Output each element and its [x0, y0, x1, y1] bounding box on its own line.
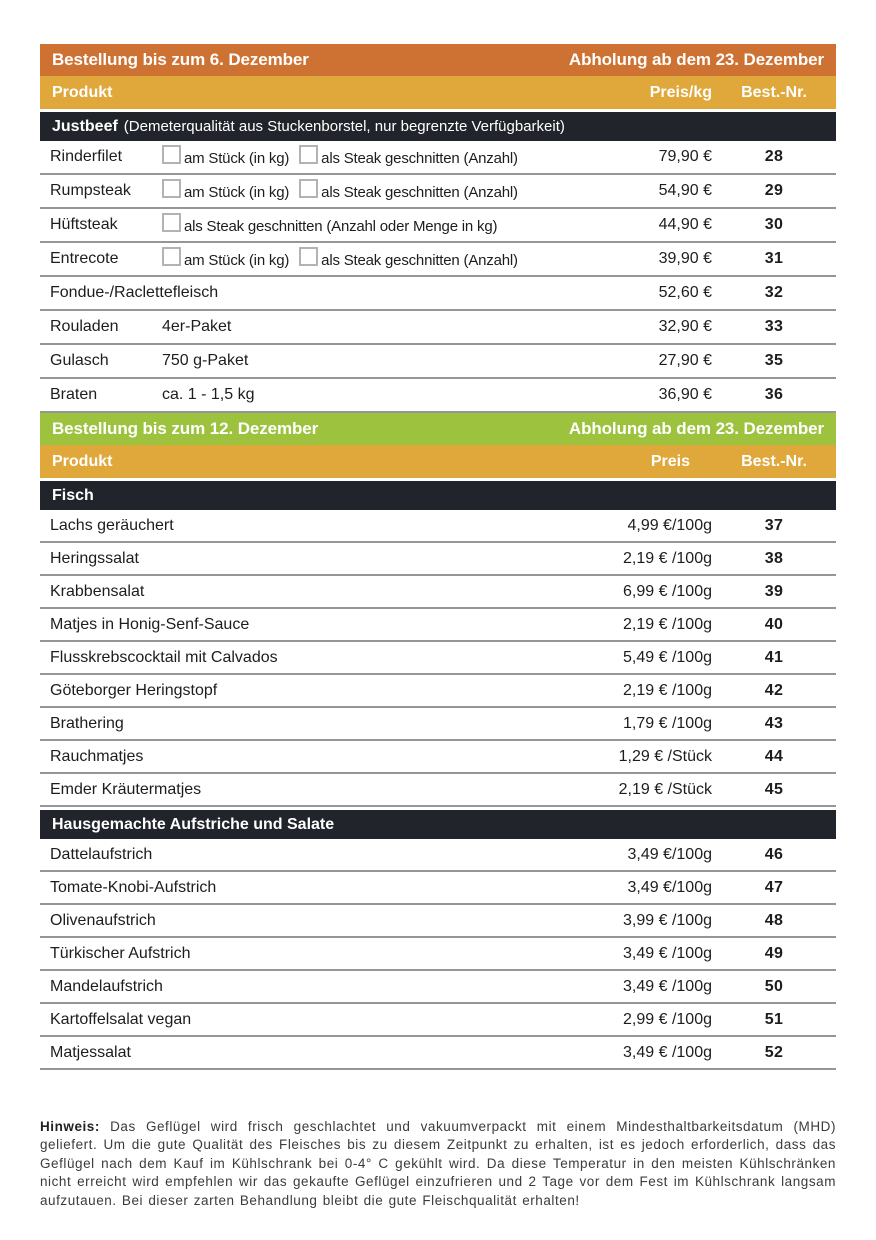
product-name: Rumpsteak [50, 182, 131, 199]
price: 3,99 € /100g [623, 911, 712, 929]
product-name: Braten [50, 386, 98, 403]
order-number: 38 [764, 549, 784, 567]
price: 39,90 € [658, 250, 712, 267]
option-am-stueck [162, 250, 289, 269]
product-name: Tomate-Knobi-Aufstrich [50, 878, 217, 896]
section-subtitle: (Demeterqualität aus Stuckenborstel, nur begrenzte Verfügbarkeit) [123, 118, 565, 135]
product-row-matjes-honig-senf [40, 609, 836, 642]
option-als-steak [299, 250, 518, 269]
order-number: 49 [764, 944, 784, 962]
order-number: 28 [764, 148, 784, 165]
section-title: Justbeef [52, 117, 118, 135]
product-row-fondue [40, 277, 836, 311]
price: 32,90 € [658, 318, 712, 335]
order-form [40, 44, 836, 1070]
order-number: 30 [764, 216, 784, 233]
product-name: Flusskrebscocktail mit Calvados [50, 648, 278, 666]
col-preis: Preis [650, 452, 690, 470]
product-row-hueftsteak [40, 209, 836, 243]
price: 54,90 € [658, 182, 712, 199]
product-row-heringssalat [40, 543, 836, 576]
option-label: als Steak geschnitten (Anzahl) [321, 183, 518, 201]
order-number: 39 [764, 582, 784, 600]
order-number: 32 [764, 284, 784, 301]
price: 27,90 € [658, 352, 712, 369]
price: 1,29 € /Stück [618, 747, 712, 765]
col-preis-kg: Preis/kg [649, 83, 712, 101]
option-label: am Stück (in kg) [184, 149, 290, 167]
product-name: Krabbensalat [50, 582, 145, 600]
order-number: 37 [764, 516, 784, 534]
product-name: Mandelaufstrich [50, 977, 163, 995]
price: 2,19 € /100g [623, 549, 712, 567]
order-number: 46 [764, 845, 784, 863]
price: 3,49 € /100g [623, 944, 712, 962]
price: 52,60 € [658, 284, 712, 301]
product-row-tuerkischer-aufstrich [40, 938, 836, 971]
section-justbeef [40, 112, 836, 141]
order-number: 36 [764, 386, 784, 403]
product-row-brathering [40, 708, 836, 741]
checkbox[interactable] [299, 247, 318, 266]
product-row-krabbensalat [40, 576, 836, 609]
product-name: Heringssalat [50, 549, 139, 567]
footer-note-label: Hinweis: [40, 1118, 100, 1134]
portion-note: ca. 1 - 1,5 kg [162, 386, 255, 403]
product-row-lachs [40, 510, 836, 543]
checkbox[interactable] [162, 213, 181, 232]
product-name: Rouladen [50, 318, 119, 335]
option-am-stueck [162, 182, 289, 201]
option-als-steak [299, 148, 518, 167]
price: 36,90 € [658, 386, 712, 403]
product-name: Matjes in Honig-Senf-Sauce [50, 615, 250, 633]
order-number: 44 [764, 747, 784, 765]
product-name: Gulasch [50, 352, 109, 369]
product-name: Göteborger Heringstopf [50, 681, 218, 699]
product-name: Rauchmatjes [50, 747, 144, 765]
col-produkt: Produkt [52, 83, 113, 101]
product-row-rauchmatjes [40, 741, 836, 774]
product-name: Lachs geräuchert [50, 516, 174, 534]
order-number: 35 [764, 352, 784, 369]
price: 6,99 € /100g [623, 582, 712, 600]
order-number: 51 [764, 1010, 784, 1028]
product-row-kartoffelsalat [40, 1004, 836, 1037]
col-produkt: Produkt [52, 452, 113, 470]
product-row-rinderfilet [40, 141, 836, 175]
option-label: am Stück (in kg) [184, 251, 290, 269]
price: 2,19 € /100g [623, 681, 712, 699]
product-row-heringstopf [40, 675, 836, 708]
product-row-braten [40, 379, 836, 413]
price: 79,90 € [658, 148, 712, 165]
option-label: als Steak geschnitten (Anzahl oder Menge in kg) [184, 217, 498, 235]
column-header-1 [40, 76, 836, 109]
price: 2,19 € /100g [623, 615, 712, 633]
product-row-matjessalat [40, 1037, 836, 1070]
footer-note-text: Das Geflügel wird frisch geschlachtet und vakuumverpackt mit einem Mindesthaltbarkeitsdatum (MHD) geliefert. Um die gute Qualität des Fleisches bis zu diesem Zeitpunkt zu erhalten, ist es jedoch erforderlich, dass das Geflügel nach dem Kauf im Kühlschrank bei 0-4° C gekühlt wird. Da diese Temperatur in den meisten Kühlschränken nicht erreicht wird empfehlen wir das gekaufte Geflügel einzufrieren und 2 Tage vor dem Fest im Kühlschrank langsam aufzutauen. Bei dieser zarten Behandlung bleibt die gute Fleischqualität erhalten! [40, 1118, 836, 1208]
banner-order-deadline-1 [40, 44, 836, 76]
price: 3,49 € /100g [623, 1043, 712, 1061]
option-label: als Steak geschnitten (Anzahl) [321, 251, 518, 269]
product-name: Kartoffelsalat vegan [50, 1010, 192, 1028]
product-name: Emder Kräutermatjes [50, 780, 202, 798]
price: 44,90 € [658, 216, 712, 233]
order-number: 48 [764, 911, 784, 929]
checkbox[interactable] [162, 179, 181, 198]
column-header-2 [40, 445, 836, 478]
option-am-stueck [162, 148, 289, 167]
order-number: 52 [764, 1043, 784, 1061]
order-number: 31 [764, 250, 784, 267]
section-fisch [40, 481, 836, 510]
product-name: Rinderfilet [50, 148, 123, 165]
portion-note: 750 g-Paket [162, 352, 249, 369]
price: 4,99 €/100g [627, 516, 712, 534]
checkbox[interactable] [162, 247, 181, 266]
price: 3,49 € /100g [623, 977, 712, 995]
footer-note [40, 1118, 836, 1211]
product-name: Olivenaufstrich [50, 911, 156, 929]
product-name: Brathering [50, 714, 124, 732]
checkbox[interactable] [162, 145, 181, 164]
product-name: Hüftsteak [50, 216, 118, 233]
checkbox[interactable] [299, 179, 318, 198]
banner-order-deadline-2 [40, 413, 836, 445]
price: 1,79 € /100g [623, 714, 712, 732]
col-bestnr: Best.-Nr. [741, 452, 807, 470]
banner-left-text: Bestellung bis zum 6. Dezember [52, 50, 309, 69]
order-number: 50 [764, 977, 784, 995]
product-row-rouladen [40, 311, 836, 345]
order-number: 45 [764, 780, 784, 798]
option-als-steak [299, 182, 518, 201]
product-row-gulasch [40, 345, 836, 379]
product-name: Dattelaufstrich [50, 845, 153, 863]
order-number: 41 [764, 648, 784, 666]
order-number: 29 [764, 182, 784, 199]
col-bestnr: Best.-Nr. [741, 83, 807, 101]
checkbox[interactable] [299, 145, 318, 164]
product-row-dattelaufstrich [40, 839, 836, 872]
option-label: am Stück (in kg) [184, 183, 290, 201]
price: 2,99 € /100g [623, 1010, 712, 1028]
section-title: Fisch [52, 486, 94, 504]
banner-right-text: Abholung ab dem 23. Dezember [568, 419, 824, 438]
price: 2,19 € /Stück [618, 780, 712, 798]
product-name: Fondue-/Raclettefleisch [50, 284, 219, 301]
product-row-flusskrebscocktail [40, 642, 836, 675]
order-number: 43 [764, 714, 784, 732]
product-row-mandelaufstrich [40, 971, 836, 1004]
product-row-olivenaufstrich [40, 905, 836, 938]
product-row-rumpsteak [40, 175, 836, 209]
portion-note: 4er-Paket [162, 318, 232, 335]
section-aufstriche [40, 810, 836, 839]
option-label: als Steak geschnitten (Anzahl) [321, 149, 518, 167]
product-row-kraeutermatjes [40, 774, 836, 807]
option-als-steak [162, 216, 497, 235]
order-number: 42 [764, 681, 784, 699]
order-number: 47 [764, 878, 784, 896]
banner-left-text: Bestellung bis zum 12. Dezember [52, 419, 319, 438]
banner-right-text: Abholung ab dem 23. Dezember [568, 50, 824, 69]
product-row-tomate-knobi [40, 872, 836, 905]
product-name: Entrecote [50, 250, 119, 267]
product-row-entrecote [40, 243, 836, 277]
price: 3,49 €/100g [627, 878, 712, 896]
price: 5,49 € /100g [623, 648, 712, 666]
order-number: 33 [764, 318, 784, 335]
price: 3,49 €/100g [627, 845, 712, 863]
section-title: Hausgemachte Aufstriche und Salate [52, 815, 335, 833]
product-name: Matjessalat [50, 1043, 131, 1061]
product-name: Türkischer Aufstrich [50, 944, 191, 962]
order-number: 40 [764, 615, 784, 633]
